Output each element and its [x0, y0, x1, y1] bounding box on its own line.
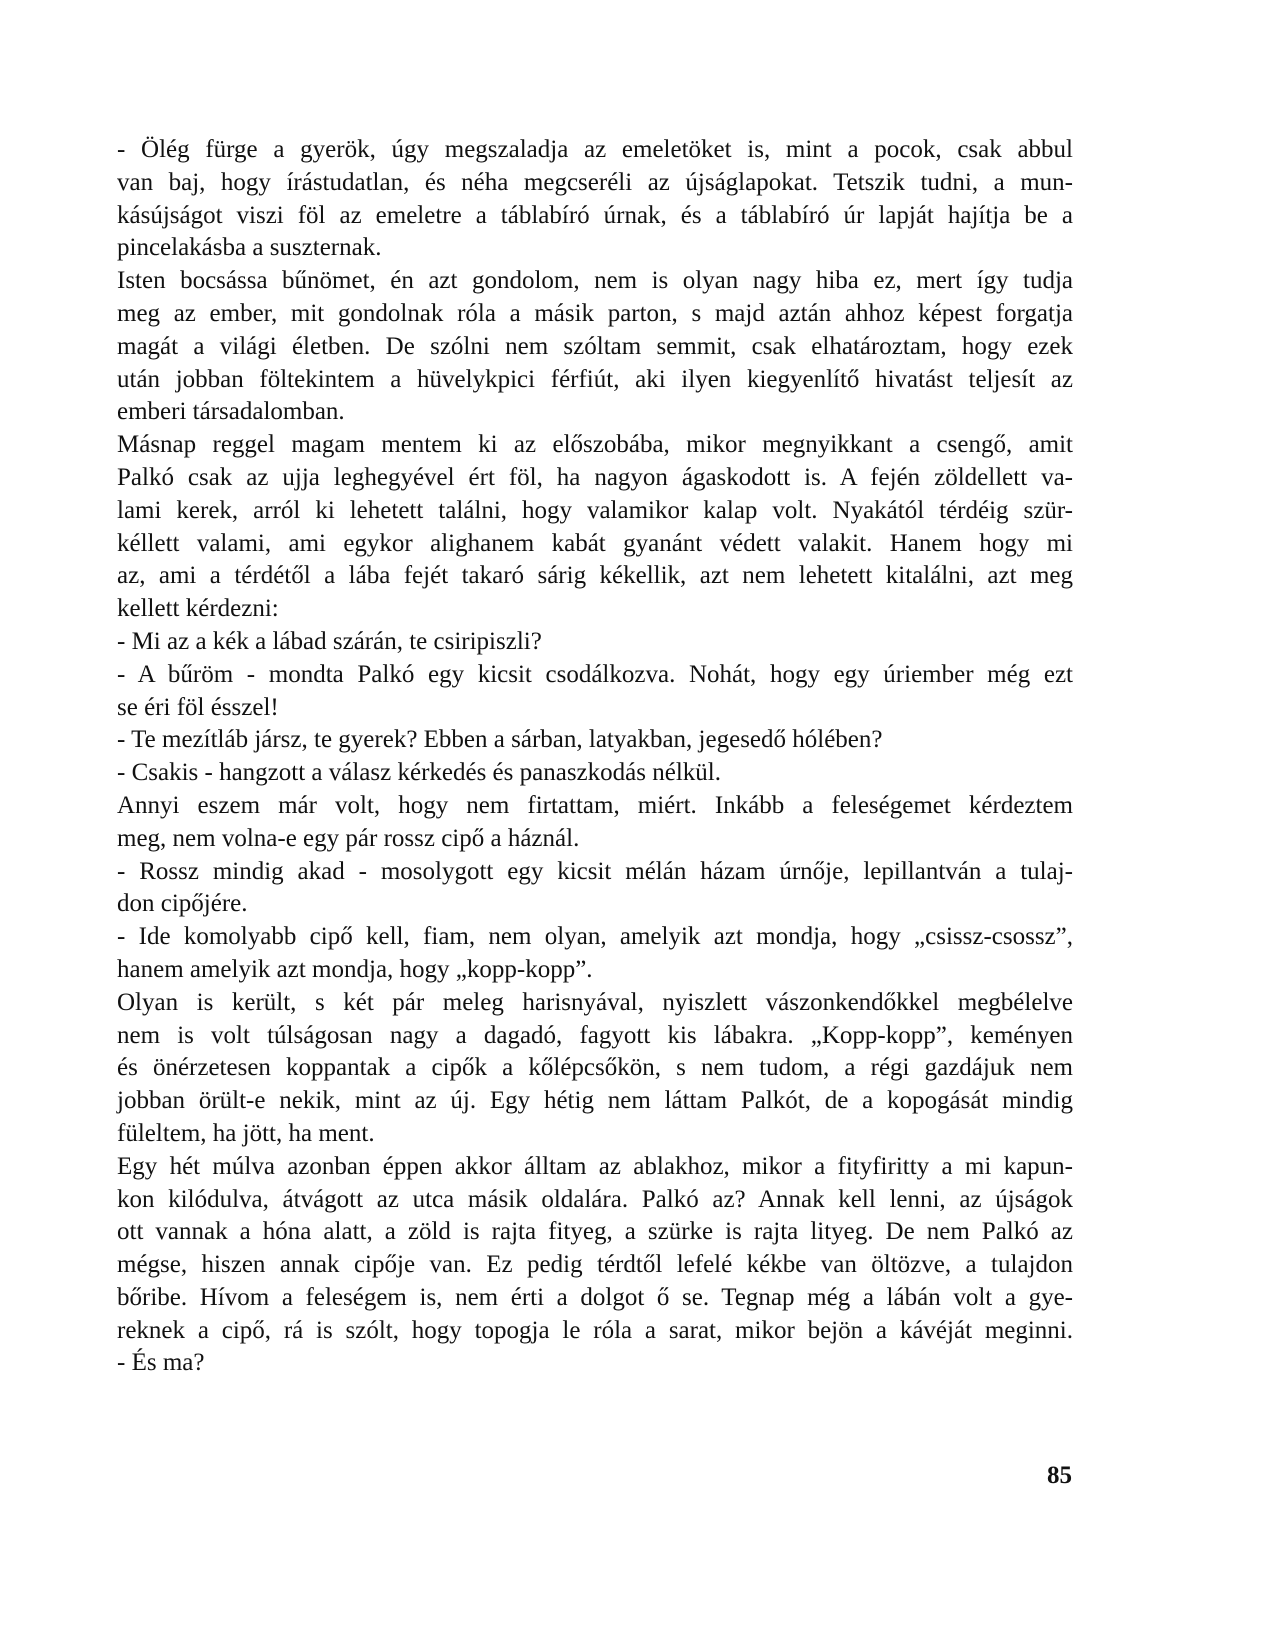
page-number: 85: [1047, 1462, 1072, 1489]
text-line: meg, nem volna-e egy pár rossz cipő a háznál.: [117, 824, 580, 852]
text-line: - Mi az a kék a lábad szárán, te csiripiszli?: [117, 627, 542, 655]
text-line: Olyan is került, s két pár meleg harisnyával, nyiszlett vászonkendőkkel megbélelve: [117, 988, 1073, 1016]
text-line: és önérzetesen koppantak a cipők a kőlépcsőkön, s nem tudom, a régi gazdájuk nem: [117, 1054, 1073, 1082]
text-line: van baj, hogy írástudatlan, és néha megcseréli az újságlapokat. Tetszik tudni, a mun-: [117, 168, 1073, 196]
text-line: - És ma?: [117, 1349, 205, 1377]
text-line: magát a világi életben. De szólni nem szóltam semmit, csak elhatároztam, hogy ezek: [117, 332, 1073, 360]
text-line: jobban örült-e nekik, mint az új. Egy hétig nem láttam Palkót, de a kopogását mindig: [117, 1087, 1073, 1115]
text-line: bőribe. Hívom a feleségem is, nem érti a dolgot ő se. Tegnap még a lábán volt a gye-: [117, 1283, 1073, 1311]
text-line: - Rossz mindig akad - mosolygott egy kicsit mélán házam úrnője, lepillantván a tulaj-: [117, 857, 1073, 885]
text-line: reknek a cipő, rá is szólt, hogy topogja le róla a sarat, mikor bejön a kávéját meginni.: [117, 1316, 1073, 1344]
text-line: kon kilódulva, átvágott az utca másik oldalára. Palkó az? Annak kell lenni, az újságok: [117, 1185, 1073, 1213]
text-line: - Ide komolyabb cipő kell, fiam, nem olyan, amelyik azt mondja, hogy „csissz-csossz”,: [117, 923, 1073, 951]
text-line: kásújságot viszi föl az emeletre a táblabíró úrnak, és a táblabíró úr lapját hajítja be a: [117, 201, 1073, 229]
text-line: se éri föl ésszel!: [117, 693, 279, 721]
text-line: az, ami a térdétől a lába fejét takaró sárig kékellik, azt nem lehetett kitalálni, azt meg: [117, 562, 1073, 590]
text-line: ott vannak a hóna alatt, a zöld is rajta fityeg, a szürke is rajta lityeg. De nem Palkó az: [117, 1218, 1073, 1246]
text-line: - Ölég fürge a gyerök, úgy megszaladja az emeletöket is, mint a pocok, csak abbul: [117, 136, 1073, 163]
text-line: emberi társadalomban.: [117, 398, 345, 426]
text-line: kellett kérdezni:: [117, 595, 279, 623]
text-line: Másnap reggel magam mentem ki az előszobába, mikor megnyikkant a csengő, amit: [117, 431, 1073, 459]
text-line: don cipőjére.: [117, 890, 248, 918]
text-line: - Csakis - hangzott a válasz kérkedés és panaszkodás nélkül.: [117, 759, 721, 787]
text-line: - A bűröm - mondta Palkó egy kicsit csodálkozva. Nohát, hogy egy úriember még ezt: [117, 660, 1073, 688]
text-line: nem is volt túlságosan nagy a dagadó, fagyott kis lábakra. „Kopp-kopp”, keményen: [117, 1021, 1073, 1049]
text-line: Isten bocsássa bűnömet, én azt gondolom, nem is olyan nagy hiba ez, mert így tudja: [117, 267, 1073, 295]
text-line: pincelakásba a suszternak.: [117, 234, 382, 262]
page-body: [117, 134, 1073, 1380]
text-line: füleltem, ha jött, ha ment.: [117, 1119, 375, 1147]
text-line: hanem amelyik azt mondja, hogy „kopp-kopp”.: [117, 955, 593, 983]
text-line: Annyi eszem már volt, hogy nem firtattam, miért. Inkább a feleségemet kérdeztem: [117, 791, 1073, 819]
text-line: kéllett valami, ami egykor alighanem kabát gyanánt védett valakit. Hanem hogy mi: [117, 529, 1073, 557]
text-line: lami kerek, arról ki lehetett találni, hogy valamikor kalap volt. Nyakától térdéig szür-: [117, 496, 1073, 524]
text-line: - Te mezítláb jársz, te gyerek? Ebben a sárban, latyakban, jegesedő hólében?: [117, 726, 883, 754]
text-line: mégse, hiszen annak cipője van. Ez pedig térdtől lefelé kékbe van öltözve, a tulajdon: [117, 1251, 1073, 1279]
text-line: után jobban föltekintem a hüvelykpici férfiút, aki ilyen kiegyenlítő hivatást teljesít az: [117, 365, 1073, 393]
text-line: meg az ember, mit gondolnak róla a másik parton, s majd aztán ahhoz képest forgatja: [117, 299, 1073, 327]
text-line: Palkó csak az ujja leghegyével ért föl, ha nagyon ágaskodott is. A fején zöldellett va-: [117, 463, 1073, 491]
text-line: Egy hét múlva azonban éppen akkor álltam az ablakhoz, mikor a fityfiritty a mi kapun-: [117, 1152, 1073, 1180]
